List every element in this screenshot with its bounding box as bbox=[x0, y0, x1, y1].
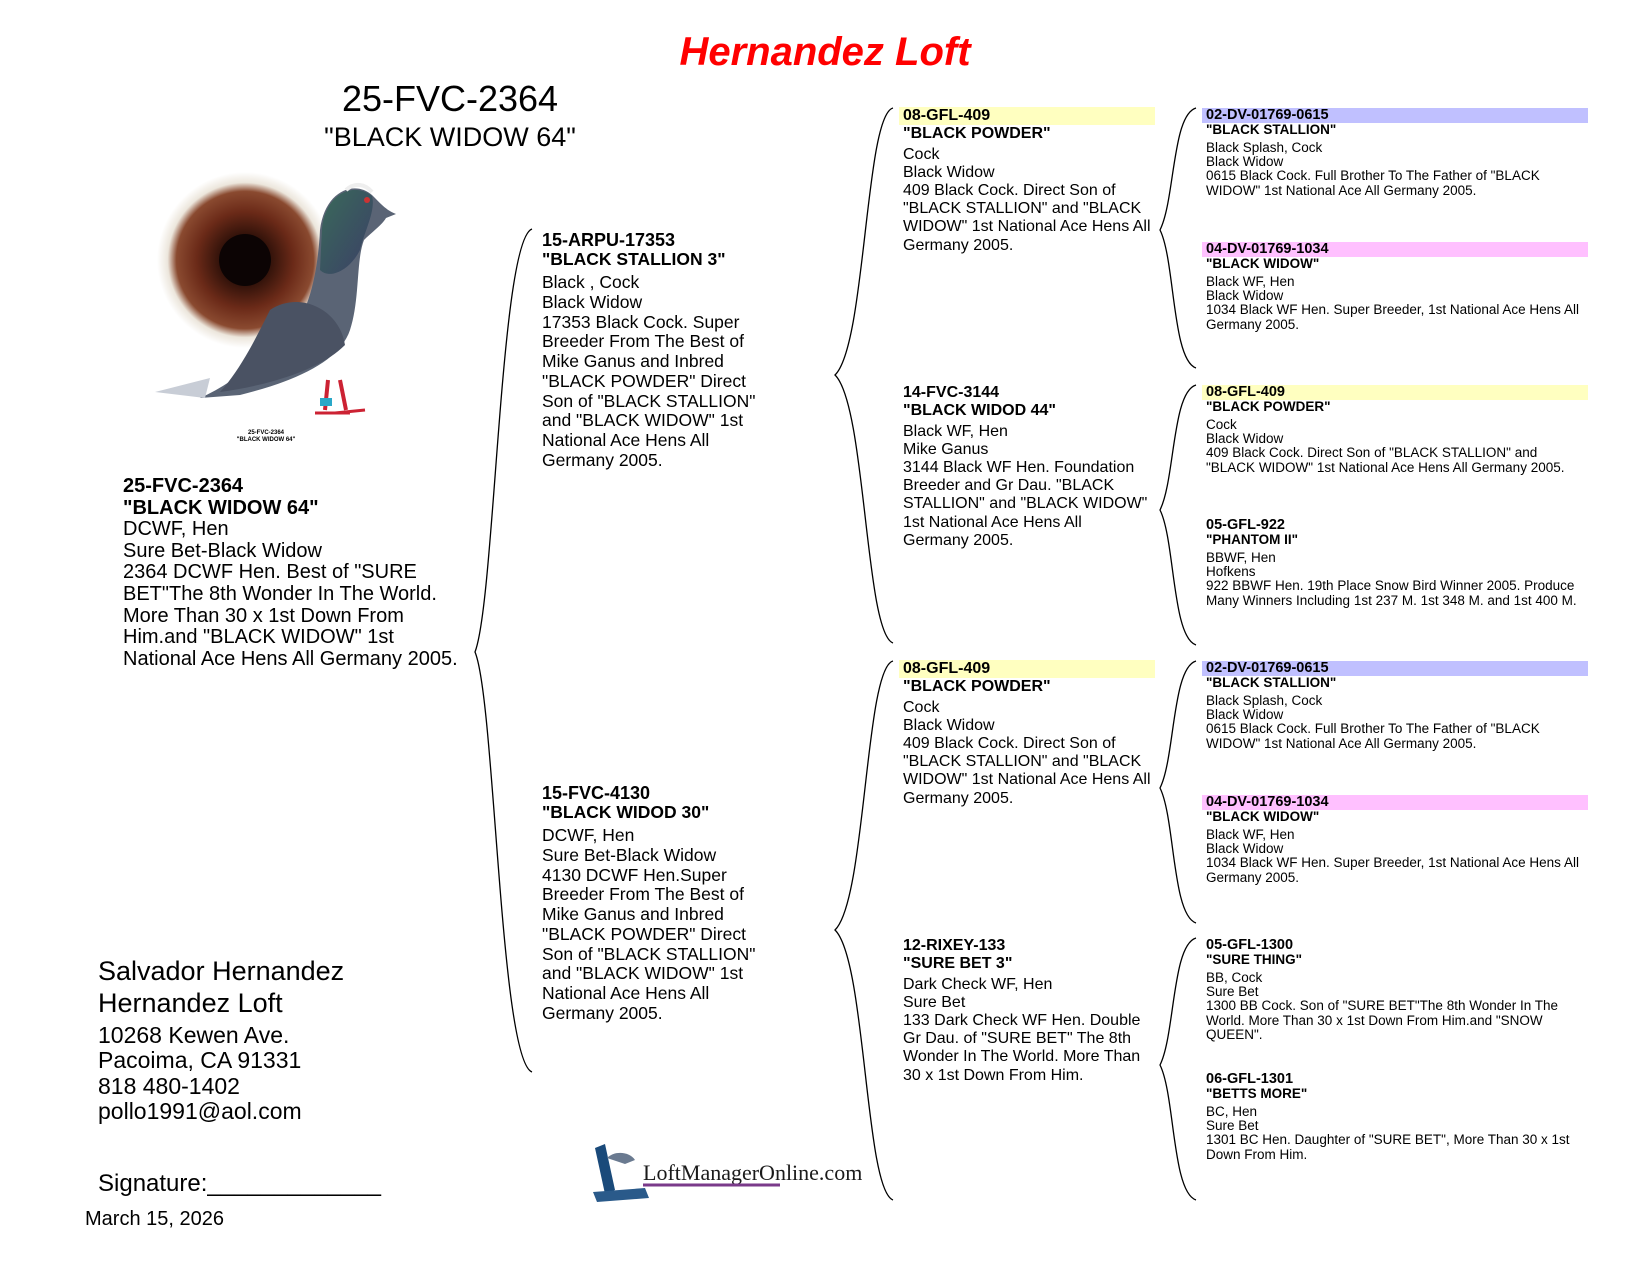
great-grandparent-color-sex: Black Splash, Cock bbox=[1206, 692, 1323, 708]
bracket-gp-3 bbox=[1160, 661, 1196, 923]
signature-line: Signature:_____________ bbox=[98, 1170, 381, 1197]
great-grandparent-band: 04-DV-01769-1034 bbox=[1202, 242, 1588, 257]
loft-title: Hernandez Loft bbox=[679, 30, 971, 74]
subject-notes: 2364 DCWF Hen. Best of "SURE BET"The 8th Wonder In The World. More Than 30 x 1st Down From Him.and "BLACK WIDOW" 1st National Ace Hens All Germany 2005. bbox=[123, 561, 458, 670]
sire-strain: Black Widow bbox=[542, 291, 643, 312]
dam-band: 15-FVC-4130 bbox=[542, 783, 651, 803]
great-grandparent-color-sex: Black WF, Hen bbox=[1206, 273, 1295, 289]
owner-city: Pacoima, CA 91331 bbox=[98, 1047, 302, 1074]
owner-name: Salvador Hernandez bbox=[98, 956, 345, 986]
grandparent-color-sex: Cock bbox=[903, 699, 940, 717]
great-grandparent-band: 06-GFL-1301 bbox=[1206, 1071, 1294, 1087]
owner-loft: Hernandez Loft bbox=[98, 987, 283, 1018]
great-grandparent-strain: Sure Bet bbox=[1206, 1117, 1259, 1133]
owner-email: pollo1991@aol.com bbox=[98, 1098, 302, 1125]
great-grandparent-notes: 409 Black Cock. Direct Son of "BLACK STALLION" and "BLACK WIDOW" 1st National Ace Hens All Germany 2005. bbox=[1206, 445, 1565, 475]
subject-name-title: "BLACK WIDOW 64" bbox=[324, 122, 576, 152]
subject-name: "BLACK WIDOW 64" bbox=[123, 496, 319, 519]
sire-color-sex: Black , Cock bbox=[542, 272, 640, 293]
great-grandparent-notes: 0615 Black Cock. Full Brother To The Father of "BLACK WIDOW" 1st National Ace All Germany 2005. bbox=[1206, 168, 1540, 198]
great-grandparent-name: "BETTS MORE" bbox=[1206, 1086, 1308, 1102]
dam-color-sex: DCWF, Hen bbox=[542, 825, 635, 846]
grandparent-notes: 133 Dark Check WF Hen. Double Gr Dau. of "SURE BET" The 8th Wonder In The World. More Than 30 x 1st Down From Him. bbox=[903, 1012, 1141, 1084]
subject-strain: Sure Bet-Black Widow bbox=[123, 539, 322, 562]
photo-caption-band: 25-FVC-2364 bbox=[247, 430, 285, 436]
sire-band: 15-ARPU-17353 bbox=[542, 230, 676, 250]
grandparent-band: 12-RIXEY-133 bbox=[903, 937, 1006, 954]
grandparent-strain: Sure Bet bbox=[903, 994, 966, 1012]
logo-text: LoftManagerOnline.com bbox=[643, 1160, 863, 1185]
great-grandparent-color-sex: BB, Cock bbox=[1206, 969, 1263, 985]
owner-address: 10268 Kewen Ave. bbox=[98, 1022, 290, 1049]
great-grandparent-band: 04-DV-01769-1034 bbox=[1202, 795, 1588, 810]
great-grandparent-strain: Hofkens bbox=[1206, 563, 1256, 579]
subject-band: 25-FVC-2364 bbox=[123, 475, 244, 497]
great-grandparent-name: "SURE THING" bbox=[1206, 952, 1303, 968]
great-grandparent-color-sex: BBWF, Hen bbox=[1206, 549, 1276, 565]
grandparent-name: "BLACK WIDOD 44" bbox=[903, 402, 1056, 420]
bracket-gp-1 bbox=[1160, 108, 1196, 368]
bracket-gp-4 bbox=[1160, 938, 1196, 1200]
grandparent-band: 08-GFL-409 bbox=[899, 107, 1155, 125]
grandparent-strain: Mike Ganus bbox=[903, 441, 989, 459]
grandparent-color-sex: Cock bbox=[903, 146, 940, 164]
grandparent-notes: 3144 Black WF Hen. Foundation Breeder and Gr Dau. "BLACK STALLION" and "BLACK WIDOW" 1st National Ace Hens All Germany 2005. bbox=[903, 459, 1148, 549]
bracket-dam bbox=[835, 661, 893, 1200]
owner-info bbox=[98, 956, 344, 1124]
bracket-gp-2 bbox=[1160, 385, 1196, 645]
great-grandparent-band: 05-GFL-1300 bbox=[1206, 937, 1294, 953]
great-grandparent-color-sex: Black WF, Hen bbox=[1206, 826, 1295, 842]
sire-name: "BLACK STALLION 3" bbox=[542, 249, 726, 270]
sire-notes: 17353 Black Cock. Super Breeder From The Best of Mike Ganus and Inbred "BLACK POWDER" Direct Son of "BLACK STALLION" and "BLACK WIDOW" 1st National Ace Hens All Germany 2005. bbox=[542, 311, 756, 470]
great-grandparent-notes: 1301 BC Hen. Daughter of "SURE BET", More Than 30 x 1st Down From Him. bbox=[1206, 1132, 1570, 1162]
print-date: March 15, 2026 bbox=[85, 1208, 224, 1230]
grandparent-strain: Black Widow bbox=[903, 164, 995, 182]
great-grandparent-band: 02-DV-01769-0615 bbox=[1202, 661, 1588, 676]
great-grandparent-notes: 0615 Black Cock. Full Brother To The Father of "BLACK WIDOW" 1st National Ace All Germany 2005. bbox=[1206, 721, 1540, 751]
grandparent-color-sex: Dark Check WF, Hen bbox=[903, 976, 1053, 994]
bracket-sire bbox=[835, 108, 893, 643]
great-grandparent-strain: Sure Bet bbox=[1206, 983, 1259, 999]
great-grandparent-name: "BLACK WIDOW" bbox=[1206, 809, 1320, 825]
great-grandparent-notes: 1300 BB Cock. Son of "SURE BET"The 8th Wonder In The World. More Than 30 x 1st Down From Him.and "SNOW QUEEN". bbox=[1206, 998, 1559, 1042]
great-grandparent-notes: 922 BBWF Hen. 19th Place Snow Bird Winner 2005. Produce Many Winners Including 1st 237 M. 1st 348 M. and 1st 400 M. bbox=[1206, 578, 1577, 608]
great-grandparent-color-sex: Black Splash, Cock bbox=[1206, 139, 1323, 155]
grandparent-name: "SURE BET 3" bbox=[903, 955, 1013, 973]
bracket-subject bbox=[475, 229, 532, 1072]
great-grandparent-strain: Black Widow bbox=[1206, 840, 1284, 856]
great-grandparent-notes: 1034 Black WF Hen. Super Breeder, 1st National Ace Hens All Germany 2005. bbox=[1206, 302, 1579, 332]
owner-phone: 818 480-1402 bbox=[98, 1072, 240, 1099]
loftmanager-logo bbox=[585, 1138, 863, 1204]
great-grandparent-name: "BLACK WIDOW" bbox=[1206, 256, 1320, 272]
grandparent-band: 14-FVC-3144 bbox=[903, 384, 1000, 401]
great-grandparent-band: 02-DV-01769-0615 bbox=[1202, 108, 1588, 123]
dam-name: "BLACK WIDOD 30" bbox=[542, 802, 710, 823]
grandparent-strain: Black Widow bbox=[903, 717, 995, 735]
great-grandparent-band: 05-GFL-922 bbox=[1206, 517, 1285, 533]
dam-notes: 4130 DCWF Hen.Super Breeder From The Best of Mike Ganus and Inbred "BLACK POWDER" Direct Son of "BLACK STALLION" and "BLACK WIDOW" 1st National Ace Hens All Germany 2005. bbox=[542, 864, 756, 1023]
great-grandparent-strain: Black Widow bbox=[1206, 706, 1284, 722]
great-grandparent-name: "BLACK POWDER" bbox=[1206, 399, 1331, 415]
grandparent-notes: 409 Black Cock. Direct Son of "BLACK STALLION" and "BLACK WIDOW" 1st National Ace Hens All Germany 2005. bbox=[903, 182, 1151, 254]
grandparent-band: 08-GFL-409 bbox=[899, 660, 1155, 678]
photo-caption-name: "BLACK WIDOW 64" bbox=[236, 436, 296, 443]
subject-band-title: 25-FVC-2364 bbox=[341, 78, 559, 119]
great-grandparent-strain: Black Widow bbox=[1206, 287, 1284, 303]
grandparent-notes: 409 Black Cock. Direct Son of "BLACK STALLION" and "BLACK WIDOW" 1st National Ace Hens All Germany 2005. bbox=[903, 735, 1151, 807]
grandparent-name: "BLACK POWDER" bbox=[903, 678, 1051, 696]
great-grandparent-strain: Black Widow bbox=[1206, 153, 1284, 169]
great-grandparent-notes: 1034 Black WF Hen. Super Breeder, 1st National Ace Hens All Germany 2005. bbox=[1206, 855, 1579, 885]
great-grandparent-color-sex: Cock bbox=[1206, 416, 1237, 432]
great-grandparent-color-sex: BC, Hen bbox=[1206, 1103, 1258, 1119]
dam-strain: Sure Bet-Black Widow bbox=[542, 844, 717, 865]
great-grandparent-name: "PHANTOM II" bbox=[1206, 532, 1299, 548]
grandparent-name: "BLACK POWDER" bbox=[903, 125, 1051, 143]
great-grandparent-band: 08-GFL-409 bbox=[1202, 385, 1588, 400]
great-grandparent-name: "BLACK STALLION" bbox=[1206, 122, 1337, 138]
subject-color-sex: DCWF, Hen bbox=[123, 518, 229, 541]
great-grandparent-strain: Black Widow bbox=[1206, 430, 1284, 446]
great-grandparent-name: "BLACK STALLION" bbox=[1206, 675, 1337, 691]
grandparent-color-sex: Black WF, Hen bbox=[903, 423, 1008, 441]
